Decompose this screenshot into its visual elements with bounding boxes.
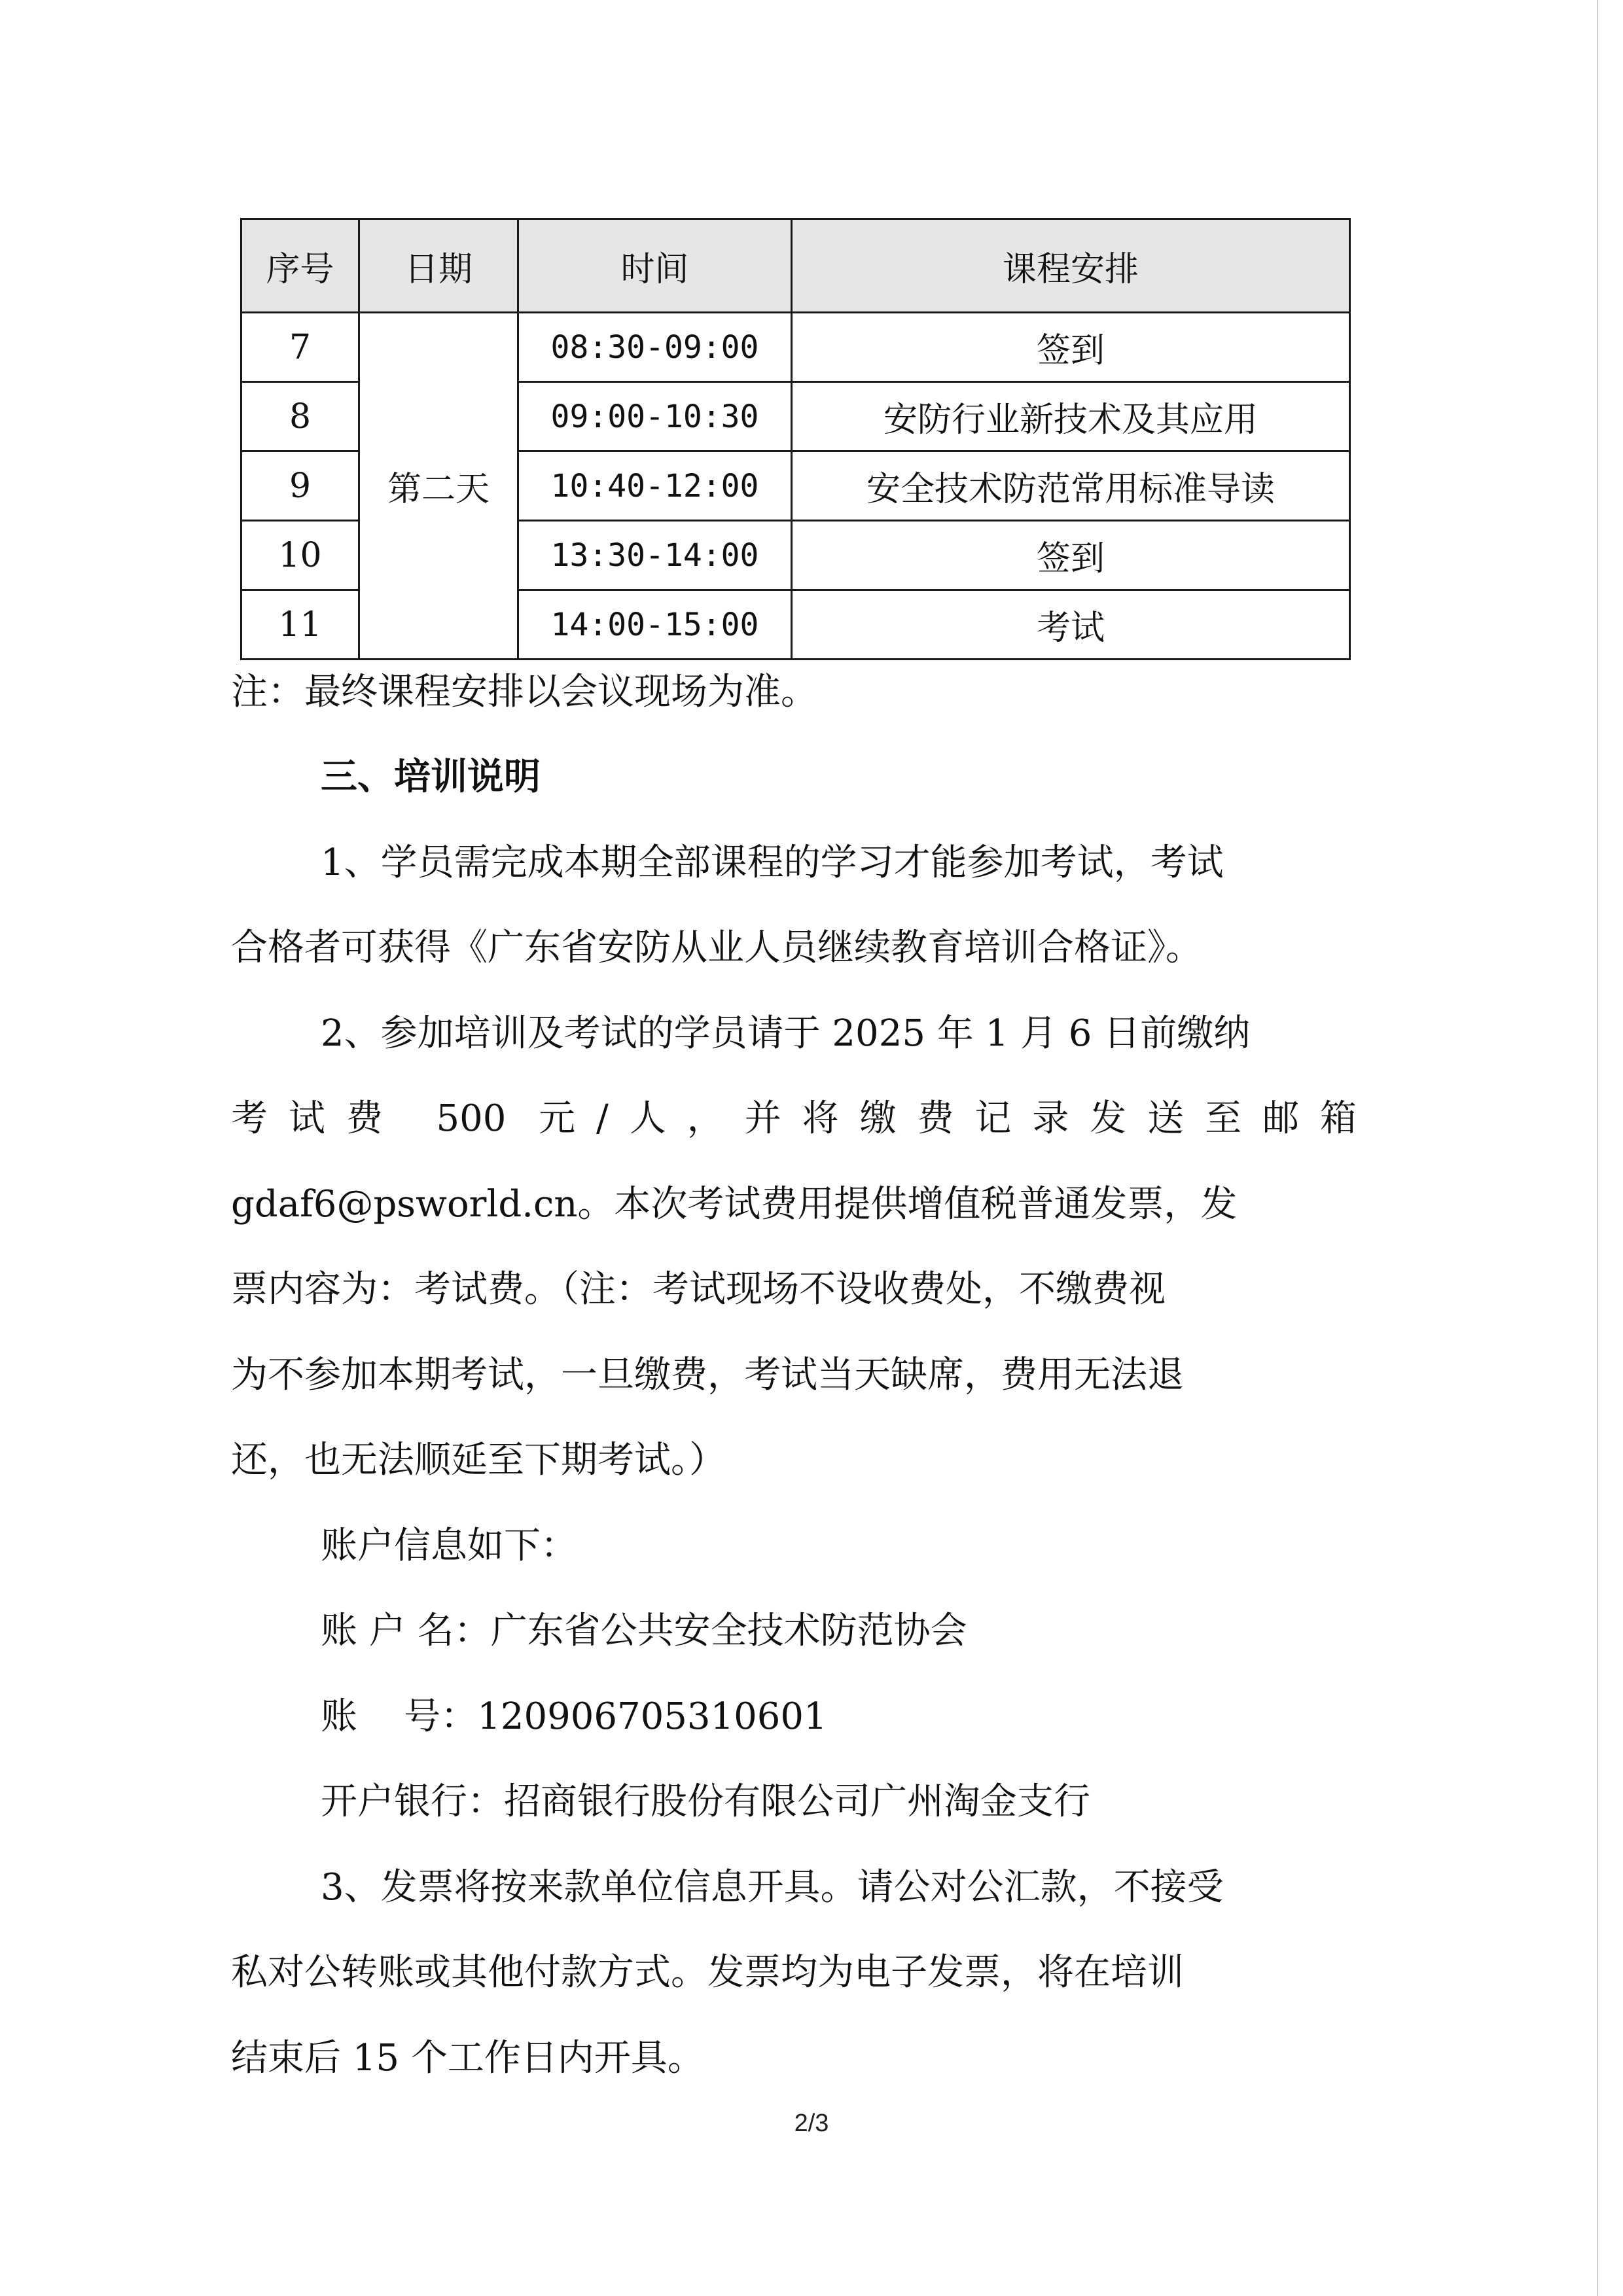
paragraph-3-line-1: 3、发票将按来款单位信息开具。请公对公汇款，不接受 bbox=[321, 1866, 1224, 1909]
row-no: 11 bbox=[241, 590, 359, 660]
row-time: 08:30-09:00 bbox=[518, 313, 792, 382]
account-bank: 开户银行：招商银行股份有限公司广州淘金支行 bbox=[321, 1780, 1090, 1823]
account-number: 账 号：120906705310601 bbox=[321, 1695, 827, 1738]
schedule-table bbox=[240, 218, 1351, 660]
table-row bbox=[241, 313, 1350, 382]
header-date: 日期 bbox=[359, 219, 518, 313]
paragraph-2-line-2: 考试费 500 元/人，并将缴费记录发送至邮箱 bbox=[231, 1097, 1357, 1140]
page-number: 2/3 bbox=[794, 2110, 829, 2137]
paragraph-2-line-1: 2、参加培训及考试的学员请于 2025 年 1 月 6 日前缴纳 bbox=[321, 1012, 1251, 1055]
row-time: 10:40-12:00 bbox=[518, 451, 792, 521]
row-no: 7 bbox=[241, 313, 359, 382]
row-time: 09:00-10:30 bbox=[518, 382, 792, 451]
table-note: 注：最终课程安排以会议现场为准。 bbox=[231, 671, 817, 713]
account-intro: 账户信息如下： bbox=[321, 1525, 577, 1567]
row-no: 10 bbox=[241, 521, 359, 590]
paragraph-2-line-6: 还，也无法顺延至下期考试。） bbox=[231, 1439, 726, 1481]
paragraph-1-line-2: 合格者可获得《广东省安防从业人员继续教育培训合格证》。 bbox=[231, 927, 1202, 969]
header-no: 序号 bbox=[241, 219, 359, 313]
scan-edge-line bbox=[1597, 0, 1598, 2296]
row-course: 考试 bbox=[792, 590, 1350, 660]
table-header-row bbox=[241, 219, 1350, 313]
row-course: 签到 bbox=[792, 521, 1350, 590]
paragraph-3-line-2: 私对公转账或其他付款方式。发票均为电子发票，将在培训 bbox=[231, 1951, 1184, 1994]
account-name: 账 户 名：广东省公共安全技术防范协会 bbox=[321, 1610, 967, 1652]
header-course: 课程安排 bbox=[792, 219, 1350, 313]
row-time: 13:30-14:00 bbox=[518, 521, 792, 590]
paragraph-2-line-5: 为不参加本期考试，一旦缴费，考试当天缺席，费用无法退 bbox=[231, 1354, 1184, 1396]
row-course: 安全技术防范常用标准导读 bbox=[792, 451, 1350, 521]
paragraph-2-line-4: 票内容为：考试费。（注：考试现场不设收费处，不缴费视 bbox=[231, 1268, 1166, 1311]
paragraph-2-line-3: gdaf6@psworld.cn。本次考试费用提供增值税普通发票，发 bbox=[231, 1183, 1238, 1226]
paragraph-3-line-3: 结束后 15 个工作日内开具。 bbox=[231, 2037, 704, 2079]
row-no: 8 bbox=[241, 382, 359, 451]
paragraph-1-line-1: 1、学员需完成本期全部课程的学习才能参加考试，考试 bbox=[321, 841, 1224, 884]
row-course: 安防行业新技术及其应用 bbox=[792, 382, 1350, 451]
day-cell: 第二天 bbox=[359, 313, 518, 660]
row-time: 14:00-15:00 bbox=[518, 590, 792, 660]
row-course: 签到 bbox=[792, 313, 1350, 382]
row-no: 9 bbox=[241, 451, 359, 521]
header-time: 时间 bbox=[518, 219, 792, 313]
section-heading: 三、培训说明 bbox=[321, 756, 541, 798]
